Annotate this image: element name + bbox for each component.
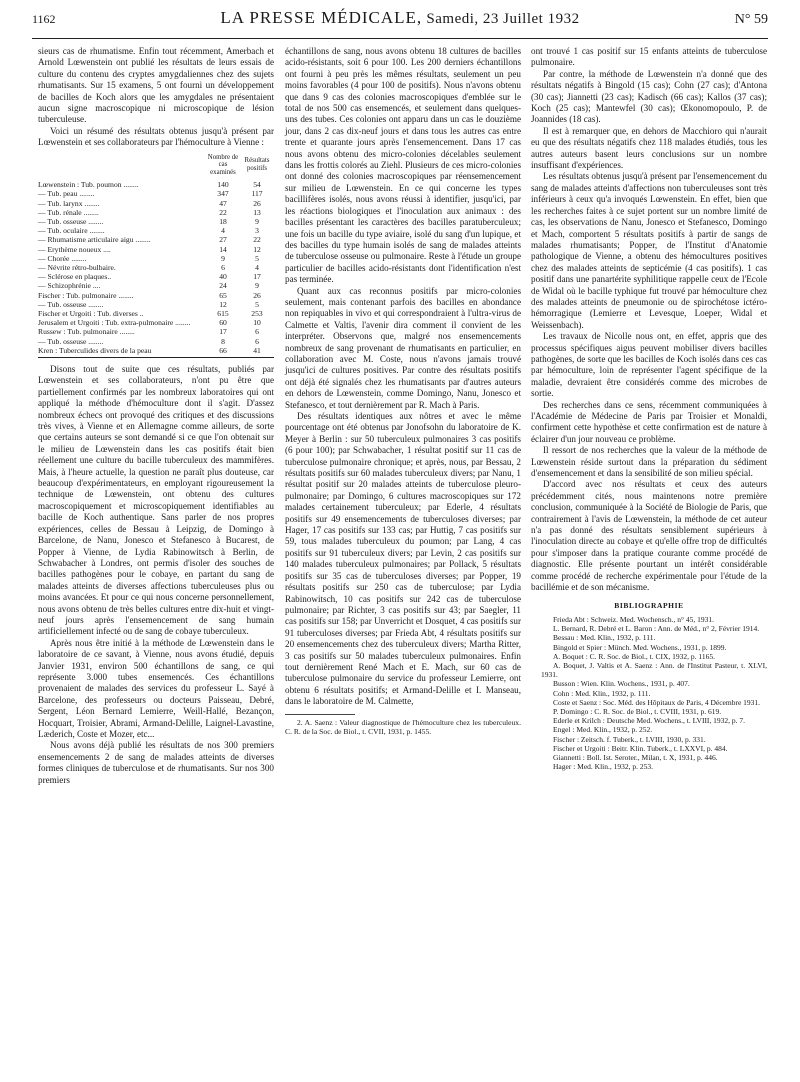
bibliography-entry: Bessau : Med. Klin., 1932, p. 111. — [553, 633, 656, 643]
table-cell-value: 6 — [255, 327, 259, 337]
paragraph: Il ressort de nos recherches que la valeur de la méthode de Lœwenstein réside surtout dans la préparation du sédiment d'ensemencement et dans la sensibilité de son milieu spécial. — [531, 445, 767, 479]
table-cell-value: 54 — [253, 180, 261, 190]
table-cell-value: 347 — [217, 189, 229, 199]
page-number: 1162 — [32, 12, 56, 26]
table-cell-value: 41 — [240, 346, 274, 358]
bibliography-entry: Ederle et Krilch : Deutsche Med. Wochens., t. LVIII, 1932, p. 7. — [553, 716, 746, 726]
journal-title-line — [122, 8, 678, 28]
paragraph: sieurs cas de rhumatisme. Enfin tout récemment, Amerbach et Arnold Lœwenstein ont publié les résultats de leurs essais de culture du contenu des cryptes amygdaliennes chez des sujets rhumatisants. Sur 15 examens, 5 ont fourni un développement de bacilles de Koch alors que les amygdales ne présentaient aucun signe macroscopique ni microscopique de lésion tuberculeuse. — [38, 46, 274, 125]
table-cell-value: 3 — [255, 226, 259, 236]
table-cell-value: 615 — [217, 309, 229, 318]
table-cell-label: Lœwenstein : Tub. poumon ........ — [38, 180, 139, 190]
bibliography-list — [531, 615, 767, 771]
bibliography-entry: Busson : Wien. Klin. Wochens., 1931, p. 407. — [553, 679, 690, 689]
table-cell-value: 9 — [221, 253, 225, 263]
table-cell-label: Fischer : Tub. pulmonaire ........ — [38, 290, 134, 300]
page-header — [32, 8, 768, 38]
table-cell-value: 40 — [219, 272, 227, 282]
bibliography-heading: BIBLIOGRAPHIE — [614, 600, 684, 610]
table-row — [38, 327, 274, 336]
table-cell-value: 24 — [219, 281, 227, 291]
table-cell-value: 9 — [255, 281, 259, 291]
table-cell-label: — Tub. osseuse ........ — [38, 299, 104, 309]
column-2 — [285, 46, 521, 736]
bibliography-entry: Bingold et Spier : Münch. Med. Wochens., 1931, p. 1899. — [553, 642, 727, 652]
table-row — [38, 254, 274, 263]
paragraph: Nous avons déjà publié les résultats de nos 300 premiers ensemencements 2 de sang de malades atteints de diverses formes cliniques de tuberculose et de rhumatisants. Sur nos 300 premiers — [38, 740, 274, 785]
table-row — [38, 208, 274, 217]
table-row — [38, 226, 274, 235]
table-cell-value: 10 — [253, 318, 261, 328]
table-cell-value: 27 — [219, 235, 227, 245]
table-cell-value: 66 — [206, 346, 240, 358]
bibliography-entry: Fischer : Zeitsch. f. Tuberk., t. LVIII, 1930, p. 331. — [553, 734, 706, 744]
table-header-row — [38, 153, 274, 181]
table-cell-value: 12 — [219, 299, 227, 309]
table-cell-value: 6 — [221, 262, 225, 272]
footnote: 2. A. Saenz : Valeur diagnostique de l'hémoculture chez les tuberculeux. C. R. de la Soc. de Biol., t. CVII, 1931, p. 1455. — [285, 717, 521, 736]
bibliography-entry: A. Boquet, J. Valtis et A. Saenz : Ann. de l'Institut Pasteur, t. XLVI, 1931. — [541, 660, 767, 680]
table-cell-value: 22 — [253, 235, 261, 245]
table-row — [38, 199, 274, 208]
table-cell-label: — Tub. oculaire ........ — [38, 226, 105, 236]
bibliography-entry: Frieda Abt : Schweiz. Med. Wochensch., n° 45, 1931. — [553, 614, 714, 624]
table-cell-label: — Tub. osseuse ........ — [38, 336, 104, 346]
table-cell-value: 6 — [255, 336, 259, 346]
issue-number: N° 59 — [734, 12, 768, 27]
bibliography-entry: P. Domingo : C. R. Soc. de Biol., t. CVIII, 1931, p. 619. — [553, 706, 722, 716]
issue-date: Samedi, 23 Juillet 1932 — [426, 11, 580, 27]
table-row — [38, 300, 274, 309]
column-header: Résultats positifs — [244, 157, 270, 172]
table-cell-value: 253 — [251, 309, 263, 318]
table-cell-label: — Tub. larynx ........ — [38, 198, 100, 208]
table-row — [38, 337, 274, 346]
bibliography-entry: Fischer et Urgoiti : Beitr. Klin. Tuberk., t. LXXVI, p. 484. — [553, 743, 728, 753]
table-cell-label: Russew : Tub. pulmonaire ........ — [38, 327, 135, 337]
table-cell-value: 18 — [219, 216, 227, 226]
table-cell-value: 60 — [219, 318, 227, 328]
table-cell-value: 65 — [219, 290, 227, 300]
bibliography-entry: Giannetti : Boll. Ist. Seroter., Milan, t. X, 1931, p. 446. — [553, 752, 718, 762]
table-cell-value: 14 — [219, 244, 227, 254]
paragraph: Par contre, la méthode de Lœwenstein n'a donné que des résultats négatifs à Bingold (15 cas); Cohn (27 cas); d'Antona (30 cas); Jiannetti (23 cas); Kadisch (66 cas); Kallos (37 cas); Koch (25 cas); Mantewfel (30 cas); Œkonomopoulo, P. de Joannides (18 cas). — [531, 68, 767, 125]
table-cell-label: Kren : Tuberculides divers de la peau — [38, 346, 206, 358]
paragraph: ont trouvé 1 cas positif sur 15 enfants atteints de tuberculose pulmonaire. — [531, 46, 767, 68]
table-row — [38, 318, 274, 327]
table-cell-value: 5 — [255, 253, 259, 263]
table-row — [38, 272, 274, 281]
journal-name: LA PRESSE MÉDICALE, — [220, 8, 423, 27]
column-3 — [531, 46, 767, 771]
table-cell-value: 47 — [219, 198, 227, 208]
table-row — [38, 346, 274, 358]
header-rule — [32, 38, 768, 39]
paragraph: Disons tout de suite que ces résultats, publiés par Lœwenstein et ses collaborateurs, n'ont pu être que partiellement confirmés par les nombreux laboratoires qui ont appliqué la méthode d'hémoculture dont il s'agit. D'assez nombreux échecs ont provoqué des critiques et des discussions très vives, à Vienne et en Allemagne comme ailleurs, de sorte que certains auteurs se sont demandé si ce que l'on obtenait sur le milieu de Lœwenstein dans les cas positifs était bien réellement une culture du bacille tuberculeux des mammifères. Mais, à l'heure actuelle, la question ne paraît plus douteuse, car beaucoup d'expérimentateurs, en employant rigoureusement la technique de Lœwenstein, ont obtenu des cultures macroscopiquement et microscopiquement identifiables au bacille de Koch authentique. Sans parler de nos propres expériences, celles de Bessau à Leipzig, de Domingo à Barcelone, de Nanu, Jonesco et Stefanesco à Bucarest, de Popper à Vienne, de Lydia Rabinowitsch à Berlin, de Schwabacher à Londres, ont permis d'isoler des souches de bacilles pathogènes pour le cobaye, en partant du sang de malades atteints de diverses affections tuberculeuses plus ou moins avancées. Et pour ce qui nous concerne personnellement, nous avons obtenu de très belles cultures entre dix-huit et vingt-neuf jours après l'ensemencement de sang humain artificiellement infecté ou de sang de cobaye tuberculeux. — [38, 364, 274, 637]
table-cell-label: — Tub. osseuse ........ — [38, 216, 104, 226]
table-cell-label: — Névrite rétro-bulbaire. — [38, 262, 116, 272]
bibliography-entry: L. Bernard, R. Debré et L. Baron : Ann. de Méd., n° 2, Février 1914. — [553, 624, 760, 634]
paragraph: Les travaux de Nicolle nous ont, en effet, appris que des processus spécifiques aigus peuvent mobiliser divers bacilles pathogènes, de sorte que les bacilles de Koch isolés dans ces cas par hémoculture, loin de représenter l'agent spécifique de la maladie, devraient être considérés comme des microbes de sortie. — [531, 331, 767, 399]
bibliography-entry: Engel : Med. Klin., 1932, p. 252. — [553, 725, 653, 735]
paragraph: échantillons de sang, nous avons obtenu 18 cultures de bacilles acido-résistants, soit 6 pour 100. Les 200 derniers échantillons ont fourni à peu près les mêmes résultats, seulement un peu moins favorables (4 pour 100 de positifs). Nous n'avons obtenu que dans 9 cas des colonies macroscopiques d'emblée sur le total de nos 500 cas ensemencés, et seulement dans quelques-uns des tubes. Ces colonies ont apparu dans un cas le douzième jour, dans 2 cas dix-neuf jours et dans tous les autres cas entre trente et quarante jours après l'ensemencement. Dans 17 cas nous avons obtenu des micro-colonies décelables seulement dans les frottis colorés au Ziehl. Plusieurs de ces micro-colonies ont donné des colonies macroscopiques par réensemencement sur milieu de Lœwenstein. En ce qui concerne les types bacillifères isolés, nous avons réussi à identifier, jusqu'ici, par les réactions biologiques et l'inoculation aux animaux : des bacilles présentant les caractères des bacilles paratuberculeux; une fois un bacille du type aviaire, isolé du sang d'un lupique, et des bacilles du type humain isolés de sang de malades atteints de tuberculose osseuse ou pulmonaire. Reste à l'étude un groupe particulier de bacilles acido-résistants dont l'identification n'est pas terminée. — [285, 46, 521, 285]
footnote-rule — [285, 714, 355, 715]
table-row — [38, 245, 274, 254]
table-row — [38, 309, 274, 318]
bibliography-entry: Cohn : Med. Klin., 1932, p. 111. — [553, 688, 651, 698]
table-row — [38, 180, 274, 189]
table-row — [38, 217, 274, 226]
column-1 — [38, 46, 274, 786]
table-cell-value: 117 — [251, 189, 263, 199]
bibliography-entry: Coste et Saenz : Soc. Méd. des Hôpitaux de Paris, 4 Décembre 1931. — [553, 697, 761, 707]
table-row — [38, 263, 274, 272]
paragraph: Il est à remarquer que, en dehors de Macchioro qui n'aurait eu que des résultats négatifs chez 118 malades étudiés, tous les autres auteurs basent leurs conclusions sur un nombre insuffisant d'expériences. — [531, 125, 767, 171]
table-row — [38, 189, 274, 198]
table-row — [38, 291, 274, 300]
table-cell-label: — Tub. peau ........ — [38, 189, 95, 199]
table-cell-value: 13 — [253, 207, 261, 217]
column-header: Nombre de cas examinés — [207, 153, 239, 176]
table-cell-value: 4 — [255, 262, 259, 272]
table-cell-label: — Tub. rénale ........ — [38, 207, 99, 217]
table-cell-value: 140 — [217, 180, 229, 190]
table-cell-label: — Sclérose en plaques.. — [38, 272, 112, 282]
table-cell-value: 17 — [253, 272, 261, 282]
bibliography-entry: A. Boquet : C. R. Soc. de Biol., t. CIX, 1932, p. 1165. — [553, 651, 716, 661]
table-cell-value: 22 — [219, 207, 227, 217]
table-cell-value: 17 — [219, 327, 227, 337]
table-cell-label: Jerusalem et Urgoiti : Tub. extra-pulmonaire ........ — [38, 318, 191, 328]
table-cell-value: 5 — [255, 299, 259, 309]
table-cell-label: — Chorée ........ — [38, 253, 87, 263]
table-row — [38, 281, 274, 290]
table-cell-label: — Erythème noueux .... — [38, 244, 111, 254]
table-cell-value: 26 — [253, 290, 261, 300]
table-cell-label: — Rhumatisme articulaire aigu ........ — [38, 235, 151, 245]
paragraph: Des recherches dans ce sens, récemment communiquées à l'Académie de Médecine de Paris par Troisier et Monaldi, confirment cette hypothèse et cette confirmation est de nature à éclairer d'un jour nouveau ce problème. — [531, 399, 767, 444]
table-cell-value: 4 — [221, 226, 225, 236]
results-table-body — [38, 180, 274, 357]
paragraph: Quant aux cas reconnus positifs par micro-colonies seulement, mais contenant parfois des bacilles en abondance non repiquables in vivo et qui correspondraient à l'ultra-virus de Calmette et Valtis, l'avenir dira comment il convient de les interpréter. Observons que, malgré nos ensemencements nombreux de sang provenant de rhumatisants en particulier, en collaboration avec M. Coste, nous n'avons jamais trouvé jusqu'ici de cultures positives. Par contre des résultats positifs ont déjà été signalés chez les rhumatisants par d'autres auteurs en dehors de Lœwenstein, comme Domingo, Nanu, Jonesco et Stefanesco, et tout dernièrement par R. Mach à Paris. — [285, 285, 521, 410]
paragraph: Des résultats identiques aux nôtres et avec le même pourcentage ont été obtenus par Jonofsohn du laboratoire de K. Meyer à Berlin : sur 50 tuberculeux pulmonaires 3 cas positifs (6 pour 100); par Schwabacher, 1 résultat positif sur 11 cas de tuberculose pulmonaire chronique; et après, nous, par Bessau, 2 résultats positifs sur 60 malades tuberculeux divers; par Nanu, 1 résultat positif sur 20 malades atteints de tuberculose pleuro-pulmonaire; par Domingo, 6 cultures macroscopiques sur 172 malades certainement tuberculeux; par Ederle, 4 résultats positifs sur 49 ensemencements de tuberculoses diverses; par Hager, 17 cas positifs sur 133 cas; par Huttig, 7 cas positifs sur 59, tous malades tuberculeux du poumon; par Lang, 4 cas positifs sur 91 tuberculeux divers; par Levin, 2 cas positifs sur 140 malades tuberculeux pulmonaires; par Pollack, 5 résultats positifs sur 35 cas de tuberculoses diverses; par Popper, 19 résultats positifs sur 250 cas de tuberculose; par Lydia Rabinowitsch, 10 cas positifs sur 242 cas de tuberculose pulmonaire; par Richter, 3 cas positifs sur 43; par Saegler, 11 cas positifs sur 158; par Unverricht et Dosquet, 4 cas positifs sur 91 tuberculoses diverses; par Frieda Abt, 4 résultats positifs sur 20 ensemencements chez des tuberculeux divers; Martha Ritter, 3 cas positifs sur 50 malades tuberculeux pulmonaires. Enfin tout dernièrement René Mach et E. Mach, sur 60 cas de tuberculose pulmonaire du service du professeur Lemierre, ont obtenu 6 résultats positifs; et Armand-Delille et I. Manseau, dans le laboratoire de M. Calmette, — [285, 411, 521, 707]
table-row — [38, 235, 274, 244]
paragraph: Les résultats obtenus jusqu'à présent par l'ensemencement du sang de malades atteints d'affections non tuberculeuses sont très inférieurs à ceux qu'a invoqués Lœwenstein. En effet, bien que les recherches faites à ce sujet portent sur un nombre limité de cas, les observations de Nanu, Jonesco et Stefanesco, Domingo et Mach, comportent 5 résultats positifs à partir de sangs de malades rhumatisants; Popper, de l'Institut d'Anatomie pathologique de Vienne, a obtenu des hémocultures positives chez des malades atteints de septicémie (4 cas positifs). 1 cas positif dans une panartérite syphilitique rappelle ceux de l'Ecole de Widal où le bacille typhique fut trouvé par hémoculture chez des malades atteints de pneumonie ou de spirochétose ictéro-hémorragique (Lemierre et Levesque, Loeper, Widal et Weissenbach). — [531, 171, 767, 330]
paragraph: D'accord avec nos résultats et ceux des auteurs précédemment cités, nous maintenons notre première conclusion, communiquée à la Société de Biologie de Paris, que contrairement à l'avis de Lœwenstein, la méthode de cet auteur n'a pas donné des résultats sensiblement supérieurs à l'inoculation directe au cobaye et qu'elle offre trop de difficultés pour s'imposer dans la pratique courante comme procédé de diagnostic. Elle présente pourtant un intérêt considérable comme procédé de recherche expérimentale pour l'étude de la bacillémie et de son mécanisme. — [531, 479, 767, 593]
table-cell-value: 8 — [221, 336, 225, 346]
bibliography-entry: Hager : Med. Klin., 1932, p. 253. — [553, 762, 653, 772]
table-cell-label: Fischer et Urgoiti : Tub. diverses .. — [38, 309, 144, 318]
table-cell-value: 12 — [253, 244, 261, 254]
table-cell-label: — Schizophrénie .... — [38, 281, 101, 291]
results-table — [38, 153, 274, 358]
paragraph: Voici un résumé des résultats obtenus jusqu'à présent par Lœwenstein et ses collaborateurs par l'hémoculture à Vienne : — [38, 125, 274, 148]
table-cell-value: 9 — [255, 216, 259, 226]
table-cell-value: 26 — [253, 198, 261, 208]
paragraph: Après nous être initié à la méthode de Lœwenstein dans le laboratoire de ce savant, à Vienne, nous avons étudié, depuis Janvier 1931, environ 500 échantillons de sang, ce qui représente 3.000 tubes ensemencés. Ces échantillons provenaient de malades des services du professeur L. Sayé à Barcelone, des professeurs ou docteurs Paisseau, Debré, Sergent, Léon Bernard Lemierre, Weill-Hallé, Bezançon, Hocquart, Troisier, Abrami, Armand-Delille, Laignel-Lavastine, Læderich, Coste et Mozer, etc... — [38, 637, 274, 740]
